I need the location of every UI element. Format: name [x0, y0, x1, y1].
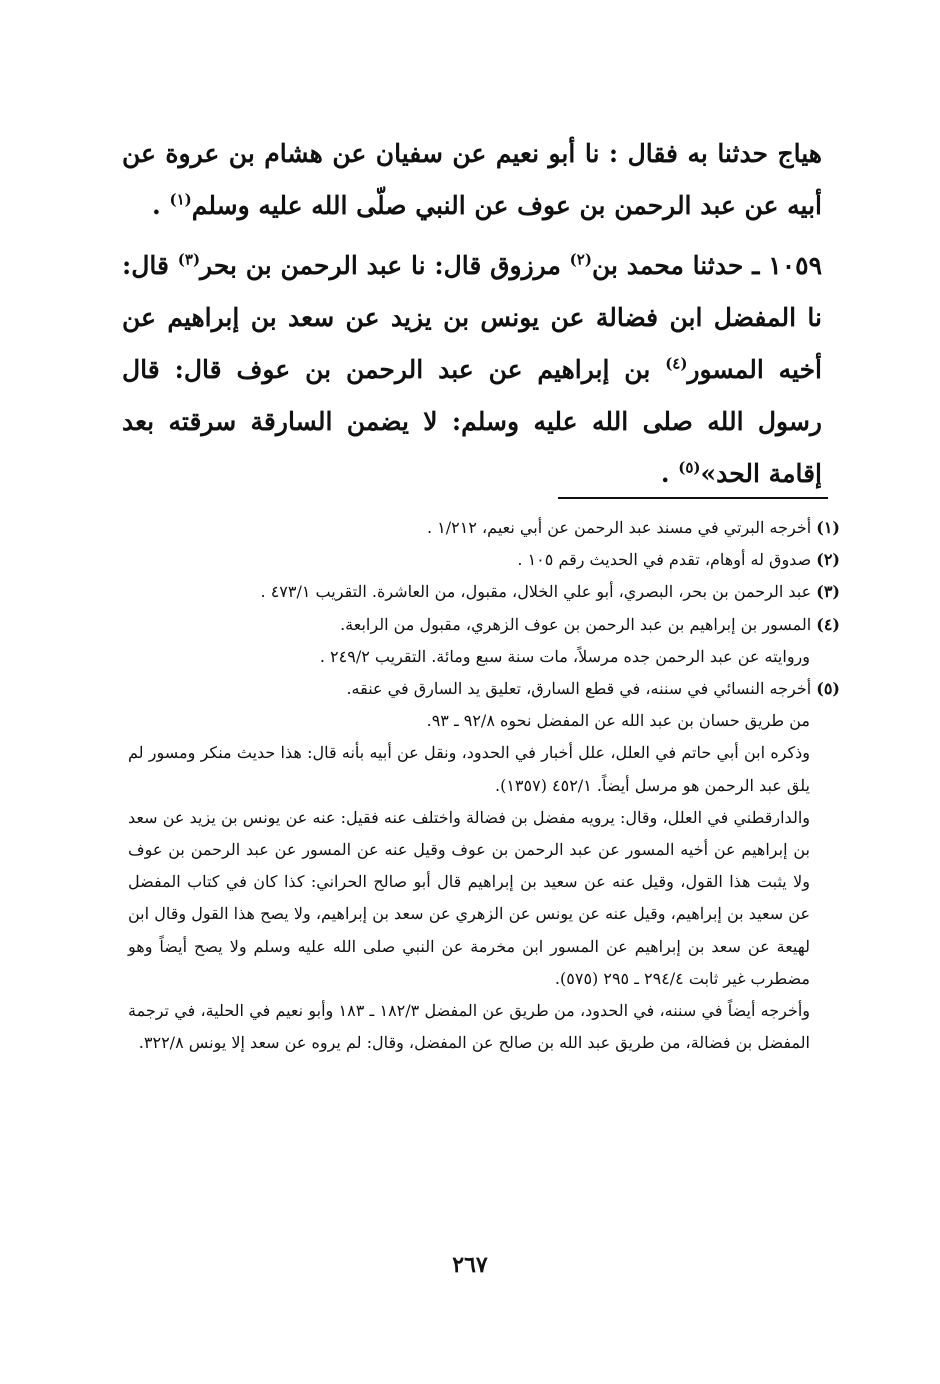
text-run: .: [660, 459, 679, 488]
text-run: .: [152, 191, 170, 220]
text-run: بن إبراهيم عن عبد الرحمن بن عوف قال: قال رسول الله صلى الله عليه وسلم: لا يضمن السارقة سرقته بعد إقامة الحد»: [122, 355, 822, 488]
footnote: [128, 576, 840, 608]
footnote-text: وذكره ابن أبي حاتم في العلل، علل أخبار في الحدود، ونقل عن أبيه بأنه قال: هذا حديث منكر ومسور لم يلق عبد الرحمن هو مرسل أيضاً. ٤٥٢/١ (١٣٥٧).: [128, 743, 810, 795]
footnote-marker: (١): [169, 190, 192, 209]
footnote-marker: (٥): [678, 458, 701, 477]
footnote: [128, 673, 840, 705]
footnote-number: (١): [816, 518, 840, 537]
footnote-text: من طريق حسان بن عبد الله عن المفضل نحوه ٩٢/٨ ـ ٩٣.: [426, 711, 810, 731]
footnote-number: (٥): [816, 679, 840, 699]
hadith-1059: [122, 240, 822, 500]
hadith-continuation: [122, 128, 822, 232]
footnote-continuation: [128, 641, 840, 673]
page-number: ٢٦٧: [452, 1252, 488, 1278]
footnote-text: عبد الرحمن بن بحر، البصري، أبو علي الخلال، مقبول، من العاشرة. التقريب ٤٧٣/١ .: [260, 582, 817, 602]
footnote-separator: [558, 497, 828, 499]
footnote-marker: (٢): [569, 250, 592, 269]
footnote-text: أخرجه البرتي في مسند عبد الرحمن عن أبي نعيم، ١/٢١٢ .: [426, 518, 817, 537]
main-text: [122, 128, 822, 500]
text-run: ١٠٥٩ ـ حدثنا محمد بن: [591, 251, 822, 280]
footnote-text: وأخرجه أيضاً في سننه، في الحدود، من طريق عن المفضل ١٨٢/٣ ـ ١٨٣ وأبو نعيم في الحلية، في ترجمة المفضل بن فضالة، من طريق عبد الله بن صالح عن المفضل، وقال: لم يروه عن سعد إلا يونس ٣٢٢/٨.: [128, 1001, 811, 1053]
footnote-marker: (٣): [177, 250, 201, 269]
footnote-number: (٣): [816, 582, 840, 602]
footnote-continuation: [128, 995, 840, 1059]
footnote: [128, 609, 840, 641]
footnote-continuation: [128, 705, 840, 737]
text-run: هياج حدثنا به فقال : نا أبو نعيم عن سفيان عن هشام بن عروة عن أبيه عن عبد الرحمن بن عوف عن النبي صلّى الله عليه وسلم: [122, 139, 822, 220]
footnote-text: وروايته عن عبد الرحمن جده مرسلاً، مات سنة سبع ومائة. التقريب ٢٤٩/٢ .: [319, 646, 810, 666]
footnote: [128, 544, 840, 576]
text-run: مرزوق قال: نا عبد الرحمن بن بحر: [200, 251, 570, 280]
footnote-text: والدارقطني في العلل، وقال: يرويه مفضل بن فضالة واختلف عنه فقيل: عنه عن يونس بن يزيد عن سعد بن إبراهيم عن أخيه المسور عن عبد الرحمن بن عوف وقيل عنه عن المسور عن عبد الرحمن بن عوف ولا يثبت هذا القول، وقيل عنه عن سعيد بن إبراهيم قال أبو صالح الحراني: كذا كان في كتاب المفضل عن سعيد بن إبراهيم، وقيل عنه عن يونس عن الزهري عن سعد بن إبراهيم، ولا يصح هذا القول وقال ابن لهيعة عن سعد بن إبراهيم عن المسور ابن مخرمة عن النبي صلى الله عليه وسلم ولا يصح أيضاً وهو مضطرب غير ثابت ٢٩٤/٤ ـ ٢٩٥ (٥٧٥).: [128, 807, 810, 988]
footnote-continuation: [128, 737, 840, 801]
footnote: [128, 512, 840, 544]
footnote-number: (٢): [816, 550, 840, 570]
footnote-marker: (٤): [665, 354, 688, 373]
footnote-continuation: [128, 802, 840, 995]
footnote-text: صدوق له أوهام، تقدم في الحديث رقم ١٠٥ .: [517, 550, 817, 570]
footnotes: [128, 512, 840, 1059]
footnote-text: المسور بن إبراهيم بن عبد الرحمن بن عوف الزهري، مقبول من الرابعة.: [340, 614, 817, 634]
footnote-text: أخرجه النسائي في سننه، في قطع السارق، تعليق يد السارق في عنقه.: [346, 679, 817, 699]
text-run: قال: نا المفضل ابن فضالة عن يونس بن يزيد عن سعد بن إبراهيم عن أخيه المسور: [122, 251, 823, 384]
footnote-number: (٤): [816, 614, 840, 634]
